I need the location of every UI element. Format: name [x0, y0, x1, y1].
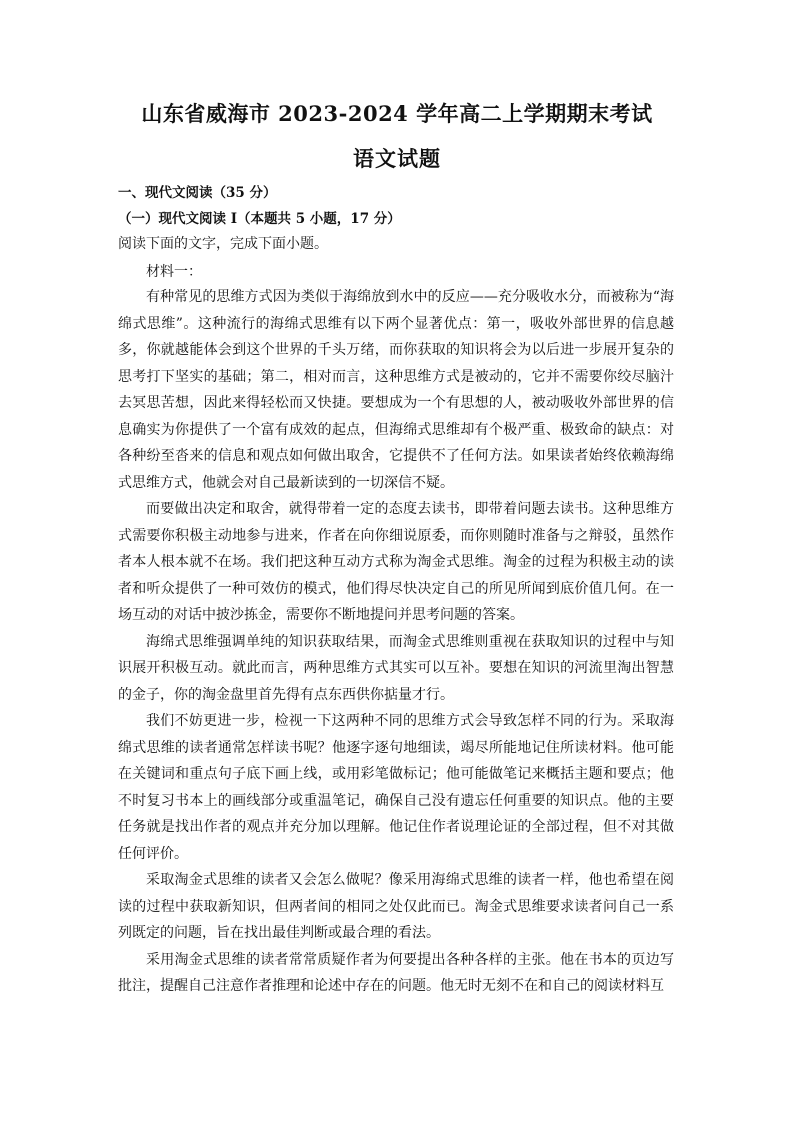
- paragraph: 采用淘金式思维的读者常常质疑作者为何要提出各种各样的主张。他在书本的页边写批注，提醒自己注意作者推理和论述中存在的问题。他无时无刻不在和自己的阅读材料互: [118, 951, 674, 994]
- material-label: 材料一：: [146, 264, 202, 280]
- section-heading: 一、现代文阅读（35 分）: [118, 185, 277, 201]
- page-title: 山东省威海市 2023-2024 学年高二上学期期末考试: [141, 101, 653, 126]
- paragraph: 而要做出决定和取舍，就得带着一定的态度去读书，即带着问题去读书。这种思维方式需要你积极主动地参与进来，作者在向你细说原委，而你则随时准备与之辩驳，虽然作者本人根本就不在场。我们把这种互动方式称为淘金式思维。淘金的过程为积极主动的读者和听众提供了一种可效仿的模式，他们得尽快决定自己的所见所闻到底价值几何。在一场互动的对话中披沙拣金，需要你不断地提问并思考问题的答案。: [118, 501, 674, 623]
- paragraph: 我们不妨更进一步，检视一下这两种不同的思维方式会导致怎样不同的行为。采取海绵式思维的读者通常怎样读书呢？他逐字逐句地细读，竭尽所能地记住所读材料。他可能在关键词和重点句子底下画上线，或用彩笔做标记；他可能做笔记来概括主题和要点；他不时复习书本上的画线部分或重温笔记，确保自己没有遗忘任何重要的知识点。他的主要任务就是找出作者的观点并充分加以理解。他记住作者说理论证的全部过程，但不对其做任何评价。: [118, 713, 674, 862]
- paragraph: 海绵式思维强调单纯的知识获取结果，而淘金式思维则重视在获取知识的过程中与知识展开积极互动。就此而言，两种思维方式其实可以互补。要想在知识的河流里淘出智慧的金子，你的淘金盘里首先得有点东西供你掂量才行。: [118, 633, 674, 703]
- section-subheading: （一）现代文阅读 I（本题共 5 小题，17 分）: [118, 211, 401, 227]
- paragraph: 采取淘金式思维的读者又会怎么做呢？像采用海绵式思维的读者一样，他也希望在阅读的过程中获取新知识，但两者间的相同之处仅此而已。淘金式思维要求读者问自己一系列既定的问题，旨在找出最佳判断或最合理的看法。: [118, 872, 674, 941]
- reading-passage: [118, 284, 674, 1000]
- reading-instruction: 阅读下面的文字，完成下面小题。: [118, 236, 328, 252]
- paragraph: 有种常见的思维方式因为类似于海绵放到水中的反应——充分吸收水分，而被称为“海绵式思维”。这种流行的海绵式思维有以下两个显著优点：第一，吸收外部世界的信息越多，你就越能体会到这个世界的千头万绪，而你获取的知识将会为以后进一步展开复杂的思考打下坚实的基础；第二，相对而言，这种思维方式是被动的，它并不需要你绞尽脑汁去冥思苦想，因此来得轻松而又快捷。要想成为一个有思想的人，被动吸收外部世界的信息确实为你提供了一个富有成效的起点，但海绵式思维却有个极严重、极致命的缺点：对各种纷至沓来的信息和观点如何做出取舍，它提供不了任何方法。如果读者始终依赖海绵式思维方式，他就会对自己最新读到的一切深信不疑。: [118, 289, 674, 491]
- page-subtitle: 语文试题: [353, 146, 441, 171]
